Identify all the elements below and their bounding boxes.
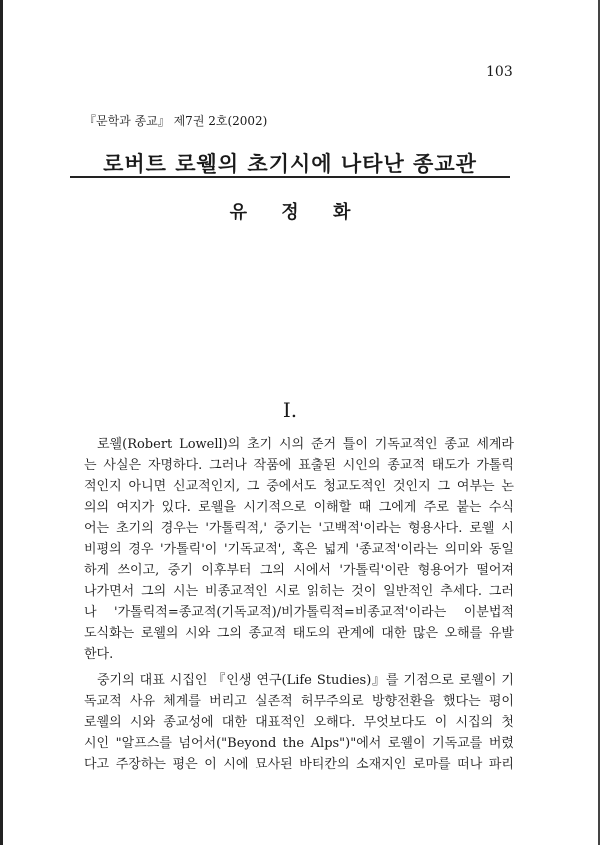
body-line: 어는 초기의 경우는 '가톨릭적,' 중기는 '고백적'이라는 형용사다. 로웰 시 (84, 521, 514, 536)
body-line: 하게 쓰이고, 중기 이후부터 그의 시에서 '가톨릭'이란 형용어가 떨어져 (84, 563, 514, 578)
body-line: 적인지 아니면 신교적인지, 그 중에서도 청교도적인 것인지 그 여부는 논 (84, 479, 514, 494)
journal-citation: 『문학과 종교』 제7권 2호(2002) (84, 114, 268, 128)
body-line: 한다. (84, 647, 114, 662)
body-line: 중기의 대표 시집인 『인생 연구(Life Studies)』를 기점으로 로웰이 기 (97, 673, 514, 688)
article-body (84, 434, 514, 775)
body-line: 다고 주장하는 평은 이 시에 묘사된 바티칸의 소재지인 로마를 떠나 파리 (84, 757, 514, 772)
paragraph (84, 434, 514, 665)
body-line: 비평의 경우 '가톨릭'이 '기독교적', 혹은 넓게 '종교적'이라는 의미와 동일 (84, 542, 514, 557)
page-number: 103 (486, 64, 513, 80)
body-line: 로웰(Robert Lowell)의 초기 시의 준거 틀이 기독교적인 종교 세계라 (97, 437, 514, 452)
body-line: 독교적 사유 체계를 버리고 실존적 허무주의로 방향전환을 했다는 평이 (84, 694, 514, 709)
body-line: 는 사실은 자명하다. 그러나 작품에 표출된 시인의 종교적 태도가 가톨릭 (84, 458, 514, 473)
body-line: 나 '가톨릭적=종교적(기독교적)/비가톨릭적=비종교적'이라는 이분법적 (84, 605, 514, 620)
article-title: 로버트 로웰의 초기시에 나타난 종교관 (103, 151, 477, 176)
scan-left-edge (0, 0, 3, 845)
body-line: 도식화는 로웰의 시와 그의 종교적 태도의 관계에 대한 많은 오해를 유발 (84, 626, 514, 641)
title-underline (70, 176, 510, 178)
body-line: 로웰의 시와 종교성에 대한 대표적인 오해다. 무엇보다도 이 시집의 첫 (84, 715, 514, 730)
body-line: 의의 여지가 있다. 로웰을 시기적으로 이해할 때 그에게 주로 붙는 수식 (84, 500, 514, 515)
body-line: 시인 "알프스를 넘어서("Beyond the Alps")"에서 로웰이 기독교를 버렸 (84, 736, 514, 751)
article-author: 유 정 화 (229, 202, 351, 223)
paragraph (84, 670, 514, 775)
body-line: 나가면서 그의 시는 비종교적인 시로 읽히는 것이 일반적인 추세다. 그러 (84, 584, 514, 599)
section-heading: I. (282, 398, 298, 422)
